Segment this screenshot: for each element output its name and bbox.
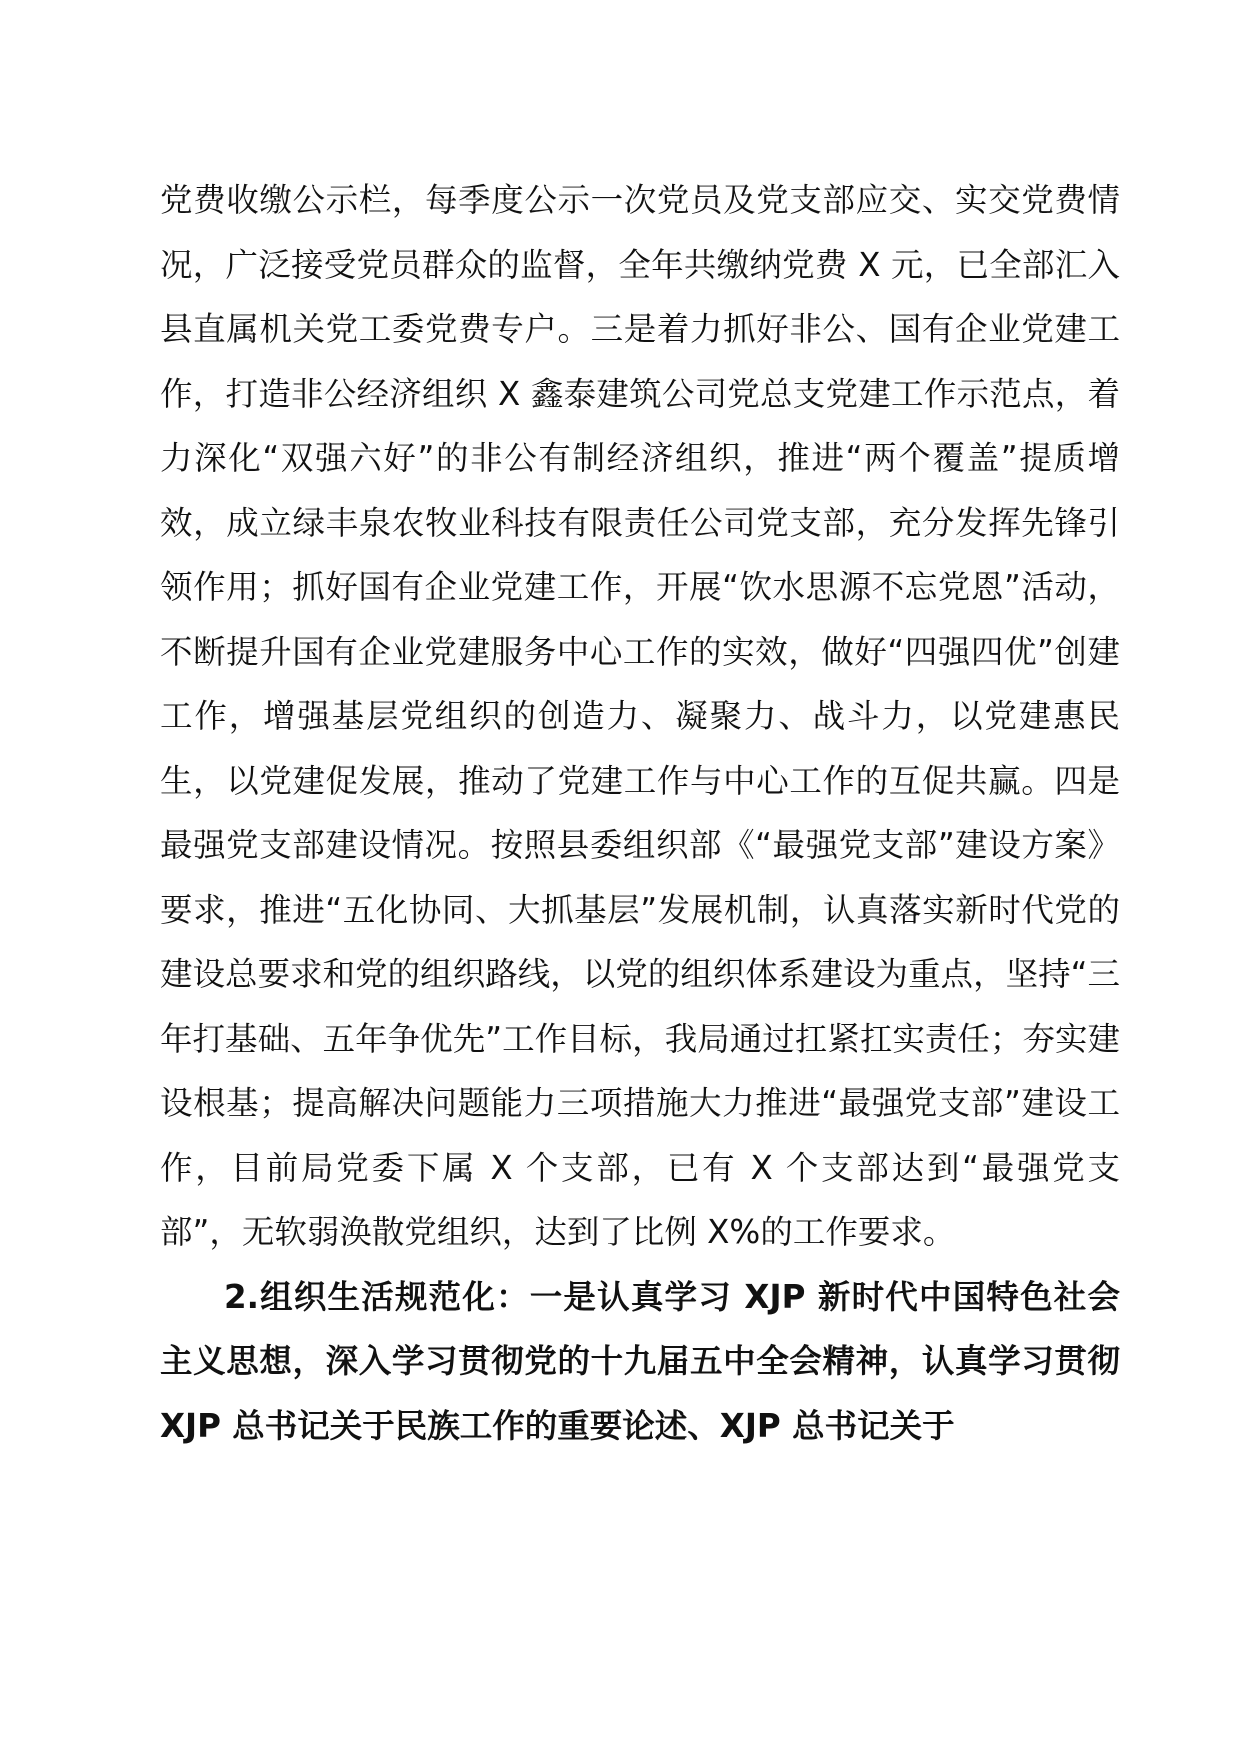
document-body	[160, 168, 1120, 1458]
paragraph-party-building-work: 党费收缴公示栏，每季度公示一次党员及党支部应交、实交党费情况，广泛接受党员群众的监督，全年共缴纳党费 X 元，已全部汇入县直属机关党工委党费专户。三是着力抓好非公、国有企业党建工作，打造非公经济组织 X 鑫泰建筑公司党总支党建工作示范点，着力深化“双强六好”的非公有制经济组织，推进“两个覆盖”提质增效，成立绿丰泉农牧业科技有限责任公司党支部，充分发挥先锋引领作用；抓好国有企业党建工作，开展“饮水思源不忘党恩”活动，不断提升国有企业党建服务中心工作的实效，做好“四强四优”创建工作，增强基层党组织的创造力、凝聚力、战斗力，以党建惠民生，以党建促发展，推动了党建工作与中心工作的互促共赢。四是最强党支部建设情况。按照县委组织部《“最强党支部”建设方案》要求，推进“五化协同、大抓基层”发展机制，认真落实新时代党的建设总要求和党的组织路线，以党的组织体系建设为重点，坚持“三年打基础、五年争优先”工作目标，我局通过扛紧扛实责任；夯实建设根基；提高解决问题能力三项措施大力推进“最强党支部”建设工作，目前局党委下属 X 个支部，已有 X 个支部达到“最强党支部”，无软弱涣散党组织，达到了比例 X%的工作要求。	[160, 181, 1120, 1251]
paragraph-organization-life-heading: 2.组织生活规范化：一是认真学习 XJP 新时代中国特色社会主义思想，深入学习贯彻党的十九届五中全会精神，认真学习贯彻 XJP 总书记关于民族工作的重要论述、XJP 总书记关于	[160, 1277, 1120, 1445]
